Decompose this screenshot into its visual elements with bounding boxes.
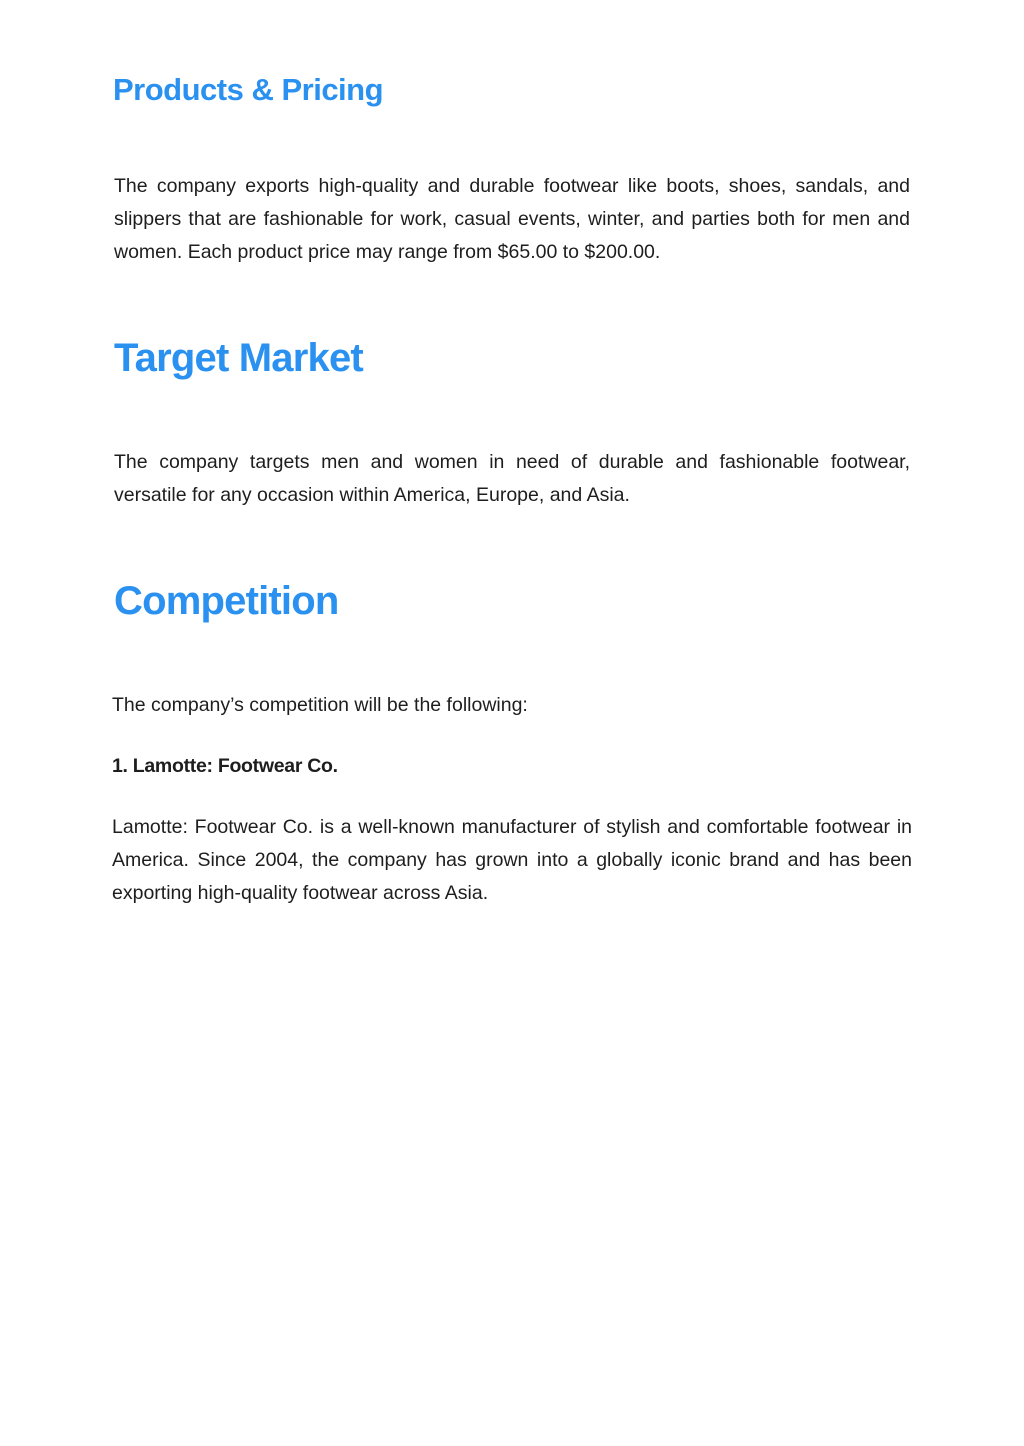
competitor-title: 1. Lamotte: Footwear Co.: [112, 755, 338, 777]
competitor-description: Lamotte: Footwear Co. is a well-known manufacturer of stylish and comfortable footwear in America. Since 2004, the company has grown into a globally iconic brand and has been exporting high-quality footwear across Asia.: [112, 816, 912, 904]
target-market-heading: Target Market: [114, 336, 363, 380]
competition-intro: The company’s competition will be the following:: [112, 694, 528, 716]
competition-heading: Competition: [114, 579, 339, 623]
target-market-body: The company targets men and women in need of durable and fashionable footwear, versatile for any occasion within America, Europe, and Asia.: [114, 451, 910, 506]
products-pricing-body: The company exports high-quality and durable footwear like boots, shoes, sandals, and slippers that are fashionable for work, casual events, winter, and parties both for men and women. Each product price may range from $65.00 to $200.00.: [114, 175, 910, 263]
products-pricing-heading: Products & Pricing: [113, 72, 384, 107]
